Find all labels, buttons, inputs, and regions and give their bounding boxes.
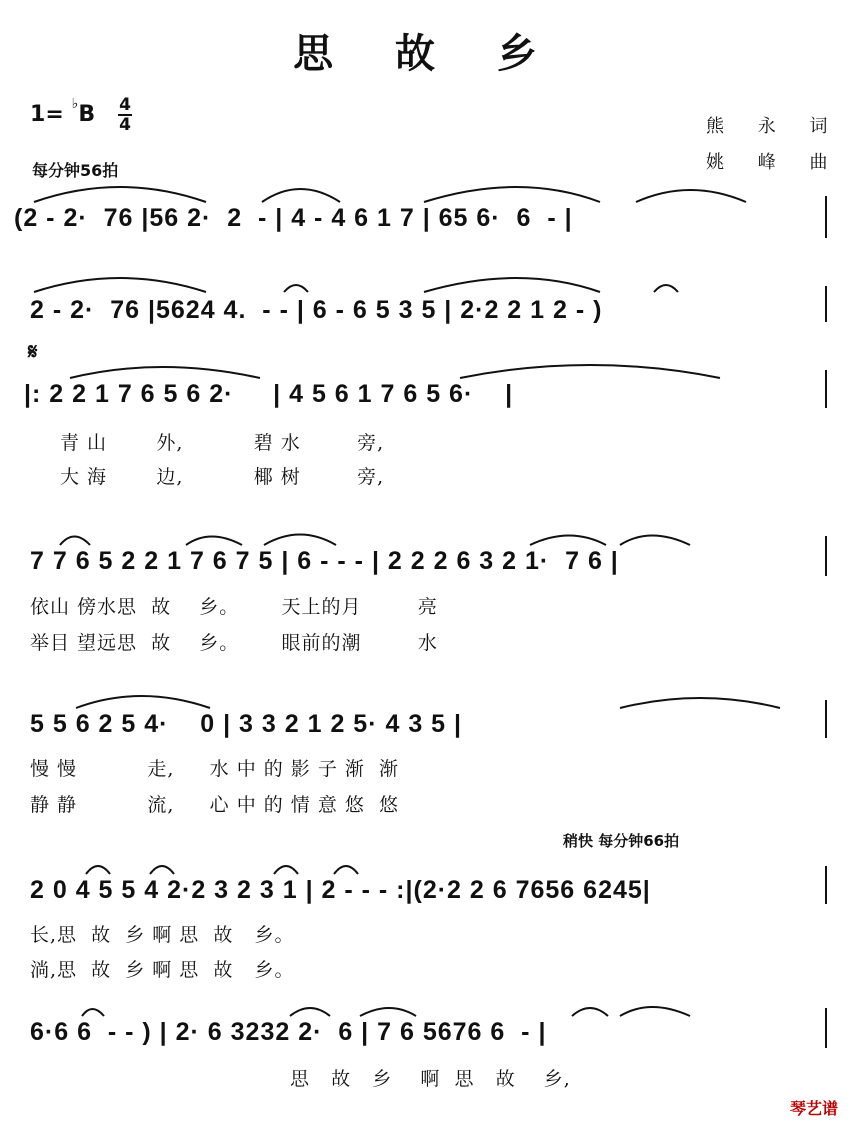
slur bbox=[262, 189, 340, 202]
score-line-4: 7 7 6 5 2 2 1 7 6 7 5 | 6 - - - | 2 2 2 6 3 2 1· 7 6 | bbox=[30, 547, 619, 575]
score-line-3: |: 2 2 1 7 6 5 6 2· | 4 5 6 1 7 6 5 6· | bbox=[24, 380, 514, 408]
slur bbox=[70, 367, 260, 378]
lyrics-line-5-verse-2: 静 静 流, 心 中 的 情 意 悠 悠 bbox=[30, 794, 399, 816]
slur bbox=[424, 278, 600, 292]
slur bbox=[654, 285, 678, 292]
slur bbox=[34, 187, 206, 202]
slur bbox=[76, 696, 210, 708]
slur bbox=[82, 1009, 104, 1016]
slur bbox=[274, 866, 298, 874]
score-line-1: (2 - 2· 76 |56 2· 2 - | 4 - 4 6 1 7 | 65 6· 6 - | bbox=[14, 204, 573, 232]
lyrics-line-3-verse-1: 青 山 外, 碧 水 旁, bbox=[60, 432, 385, 454]
page-title: 思 故 乡 bbox=[293, 30, 561, 77]
lyrics-line-4-verse-2: 举目 望远思 故 乡。 眼前的潮 水 bbox=[30, 632, 438, 654]
lyrics-line-7: 思 故 乡 啊 思 故 乡, bbox=[290, 1068, 571, 1090]
slur bbox=[284, 285, 308, 292]
slur bbox=[424, 187, 600, 202]
slur bbox=[264, 535, 336, 546]
lyrics-line-5-verse-1: 慢 慢 走, 水 中 的 影 子 渐 渐 bbox=[30, 758, 399, 780]
score-line-2: 2 - 2· 76 |5624 4. - - | 6 - 6 5 3 5 | 2·2 2 1 2 - ) bbox=[30, 296, 603, 324]
segno-sign: 𝄋 bbox=[28, 340, 38, 365]
watermark-logo: 琴艺谱 bbox=[789, 1099, 838, 1118]
score-line-7: 6·6 6 - - ) | 2· 6 3232 2· 6 | 7 6 5676 6 - | bbox=[30, 1018, 547, 1046]
slur bbox=[620, 536, 690, 546]
slur bbox=[620, 1007, 690, 1016]
composer-credit: 姚 峰 曲 bbox=[706, 152, 842, 173]
lyrics-line-6-verse-2: 淌,思 故 乡 啊 思 故 乡。 bbox=[30, 959, 295, 981]
slur bbox=[572, 1008, 608, 1016]
time-signature: 4 4 bbox=[119, 95, 131, 135]
slur bbox=[360, 1008, 416, 1016]
slur bbox=[530, 536, 606, 546]
slur bbox=[290, 1008, 330, 1016]
slur bbox=[620, 698, 780, 708]
lyricist-credit: 熊 永 词 bbox=[706, 116, 842, 137]
lyrics-line-6-verse-1: 长,思 故 乡 啊 思 故 乡。 bbox=[30, 924, 295, 946]
slur bbox=[460, 365, 720, 378]
slur bbox=[186, 537, 242, 546]
lyrics-line-3-verse-2: 大 海 边, 椰 树 旁, bbox=[60, 466, 385, 488]
slur bbox=[86, 866, 110, 874]
slur bbox=[334, 866, 358, 874]
key-signature: 1= ♭B bbox=[30, 96, 96, 127]
slur bbox=[150, 866, 174, 874]
score-line-6: 2 0 4 5 5 4 2·2 3 2 3 1 | 2 - - - :|(2·2 2 6 7656 6245| bbox=[30, 876, 651, 904]
tempo-change-mark: 稍快 每分钟66拍 bbox=[563, 832, 680, 850]
slur bbox=[60, 537, 90, 546]
lyrics-line-4-verse-1: 依山 傍水思 故 乡。 天上的月 亮 bbox=[30, 596, 438, 618]
score-line-5: 5 5 6 2 5 4· 0 | 3 3 2 1 2 5· 4 3 5 | bbox=[30, 710, 463, 738]
tempo-mark: 每分钟56拍 bbox=[32, 161, 119, 180]
slur bbox=[34, 278, 206, 292]
slur bbox=[636, 190, 746, 202]
